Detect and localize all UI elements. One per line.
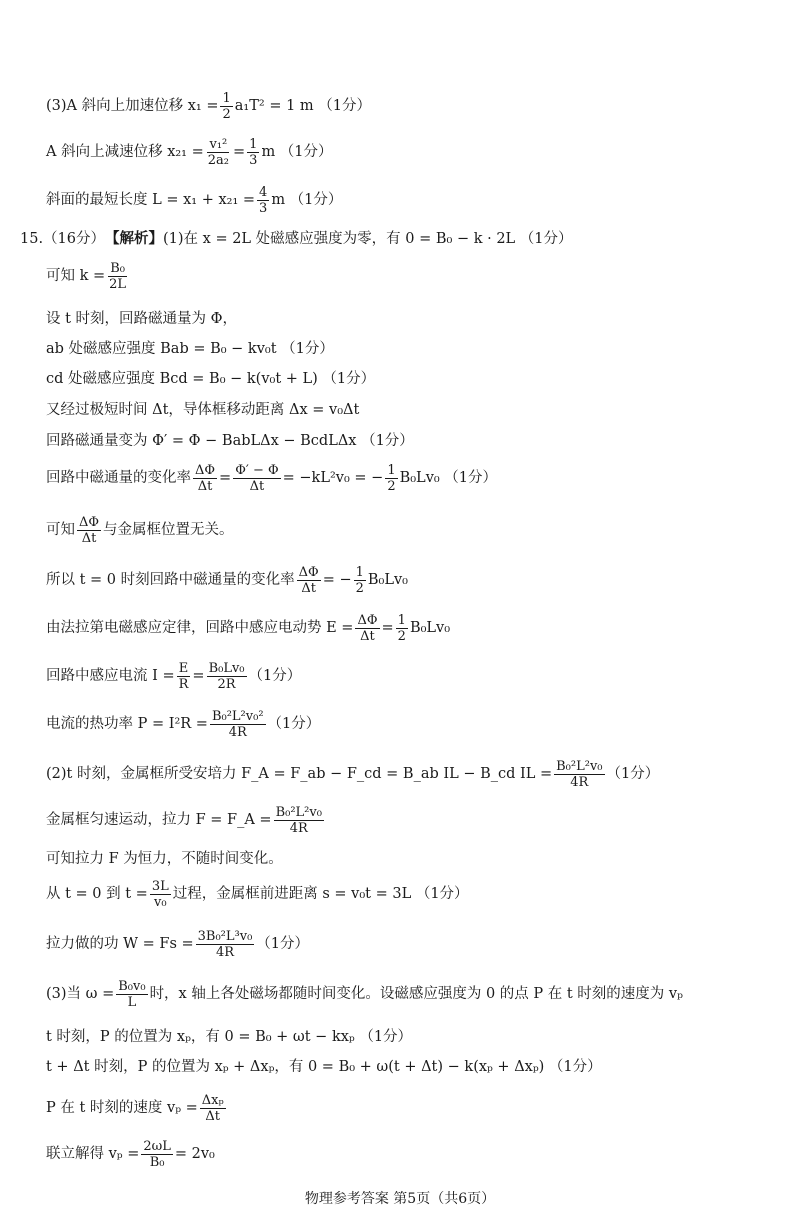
fraction-numerator: B₀²L²v₀² xyxy=(211,709,264,724)
fraction-denominator: 2a₂ xyxy=(207,153,229,168)
fraction xyxy=(116,980,147,1009)
text-segment: （1分） xyxy=(606,766,660,783)
fraction-denominator: 3 xyxy=(249,153,258,168)
line-pull-force xyxy=(46,806,326,835)
fraction-denominator: 2L xyxy=(109,277,127,292)
text-segment: P 在 t 时刻的速度 vₚ = xyxy=(46,1100,198,1117)
text-segment: 从 t = 0 到 t = xyxy=(46,886,148,903)
text-segment: (1)在 x = 2L 处磁感应强度为零，有 0 = B₀ − k · 2L （1分） xyxy=(163,231,573,247)
fraction-numerator: E xyxy=(178,661,189,676)
fraction-numerator: 4 xyxy=(259,185,268,200)
text-segment: 又经过极短时间 Δt，导体框移动距离 Δx = v₀Δt xyxy=(46,402,360,418)
text-segment: 回路磁通量变为 Φ′ = Φ − BabLΔx − BcdLΔx （1分） xyxy=(46,433,414,449)
line-a-accel-displacement xyxy=(46,92,371,121)
line-flux-rate xyxy=(46,464,497,493)
fraction-denominator: Δt xyxy=(249,479,265,494)
line-work xyxy=(46,930,309,959)
text-segment: t + Δt 时刻，P 的位置为 xₚ + Δxₚ，有 0 = B₀ + ω(t + Δt) − k(xₚ + Δxₚ) （1分） xyxy=(46,1059,602,1075)
fraction-denominator: Δt xyxy=(360,629,375,644)
fraction-denominator: Δt xyxy=(197,479,213,494)
line-rate-independent xyxy=(46,516,234,545)
fraction xyxy=(554,760,604,789)
text-segment: 可知拉力 F 为恒力，不随时间变化。 xyxy=(46,851,283,867)
fraction xyxy=(385,464,397,493)
fraction xyxy=(206,138,231,167)
text-segment: = xyxy=(233,144,246,161)
fraction xyxy=(220,92,232,121)
fraction-numerator: Δxₚ xyxy=(201,1093,224,1108)
line-bcd xyxy=(46,372,375,387)
fraction-numerator: ΔΦ xyxy=(79,515,100,530)
text-segment: 过程，金属框前进距离 s = v₀t = 3L （1分） xyxy=(172,886,469,903)
text-segment: 金属框匀速运动，拉力 F = F_A = xyxy=(46,812,272,829)
fraction-numerator: 2ωL xyxy=(143,1139,171,1154)
line-current xyxy=(46,662,301,691)
line-q15-header xyxy=(20,232,573,247)
line-ampere-force xyxy=(46,760,659,789)
line-delta-x xyxy=(46,403,359,418)
text-segment: 与金属框位置无关。 xyxy=(103,522,234,539)
text-segment: (2)t 时刻，金属框所受安培力 F_A = F_ab − F_cd = B_ab IL − B_cd IL = xyxy=(46,766,553,783)
text-segment: = −kL²v₀ = − xyxy=(282,470,384,487)
text-segment: ab 处磁感应强度 Bab = B₀ − kv₀t （1分） xyxy=(46,341,334,357)
fraction-denominator: 3 xyxy=(259,201,268,216)
text-segment: a₁T² = 1 m （1分） xyxy=(234,98,371,115)
fraction-numerator: B₀²L²v₀ xyxy=(275,805,322,820)
text-segment: 回路中磁通量的变化率 xyxy=(46,470,191,487)
text-segment: A 斜向上减速位移 x₂₁ = xyxy=(46,144,204,161)
line-constant-force xyxy=(46,852,283,867)
text-segment: = xyxy=(192,668,205,685)
fraction-denominator: 2 xyxy=(397,629,406,644)
fraction-denominator: B₀ xyxy=(149,1155,165,1170)
fraction xyxy=(141,1140,173,1169)
text-segment: B₀Lv₀ xyxy=(367,572,408,589)
line-flux-new xyxy=(46,434,414,449)
fraction-denominator: 2 xyxy=(387,479,396,494)
fraction-numerator: 1 xyxy=(387,463,396,478)
fraction xyxy=(107,262,128,291)
fraction-denominator: 4R xyxy=(289,821,308,836)
fraction-denominator: 2 xyxy=(222,107,231,122)
fraction-numerator: v₁² xyxy=(209,137,228,152)
fraction xyxy=(210,710,266,739)
text-segment: 设 t 时刻，回路磁通量为 Φ， xyxy=(46,311,238,327)
text-segment: = − xyxy=(322,572,352,589)
fraction-denominator: Δt xyxy=(81,531,97,546)
text-segment: 拉力做的功 W = Fs = xyxy=(46,936,194,953)
line-p-position-t-dt xyxy=(46,1060,602,1075)
fraction-numerator: Φ′ − Φ xyxy=(235,463,279,478)
text-segment: 可知 xyxy=(46,522,75,539)
fraction xyxy=(257,186,269,215)
text-segment: （1分） xyxy=(256,936,310,953)
fraction xyxy=(274,806,324,835)
fraction-numerator: B₀Lv₀ xyxy=(208,661,245,676)
fraction-numerator: 1 xyxy=(222,91,231,106)
text-segment: 电流的热功率 P = I²R = xyxy=(46,716,208,733)
text-segment: B₀Lv₀ （1分） xyxy=(399,470,498,487)
page-footer: 物理参考答案 第5页（共6页） xyxy=(304,1191,496,1207)
fraction-denominator: Δt xyxy=(205,1109,221,1124)
fraction-numerator: B₀v₀ xyxy=(118,979,146,994)
line-bab xyxy=(46,342,334,357)
text-segment: 回路中感应电流 I = xyxy=(46,668,175,685)
fraction xyxy=(207,662,247,691)
fraction xyxy=(247,138,259,167)
fraction-numerator: 1 xyxy=(397,613,406,628)
text-segment: （1分） xyxy=(267,716,321,733)
fraction xyxy=(233,464,280,493)
fraction-denominator: 4R xyxy=(570,775,589,790)
text-segment: t 时刻，P 的位置为 xₚ，有 0 = B₀ + ωt − kxₚ （1分） xyxy=(46,1029,413,1045)
fraction-numerator: ΔΦ xyxy=(298,565,319,580)
line-solution xyxy=(46,1140,215,1169)
line-heat-power xyxy=(46,710,320,739)
text-segment: （1分） xyxy=(248,668,302,685)
fraction-numerator: 1 xyxy=(249,137,258,152)
line-part3-intro xyxy=(46,980,683,1009)
fraction-denominator: 2 xyxy=(355,581,364,596)
line-min-slope-length xyxy=(46,186,342,215)
line-flux-def xyxy=(46,312,237,327)
fraction xyxy=(77,516,101,545)
text-segment: (3)A 斜向上加速位移 x₁ = xyxy=(46,98,219,115)
text-segment: 时，x 轴上各处磁场都随时间变化。设磁感应强度为 0 的点 P 在 t 时刻的速度为 vₚ xyxy=(149,986,683,1003)
text-segment: cd 处磁感应强度 Bcd = B₀ − k(v₀t + L) （1分） xyxy=(46,371,376,387)
fraction xyxy=(193,464,217,493)
fraction-numerator: 1 xyxy=(355,565,364,580)
fraction-denominator: 2R xyxy=(217,677,236,692)
fraction xyxy=(200,1094,226,1123)
text-segment: 由法拉第电磁感应定律，回路中感应电动势 E = xyxy=(46,620,354,637)
text-segment: = xyxy=(381,620,394,637)
text-segment: m （1分） xyxy=(261,144,333,161)
fraction-numerator: B₀²L²v₀ xyxy=(556,759,603,774)
text-segment: B₀Lv₀ xyxy=(409,620,451,637)
fraction-denominator: L xyxy=(127,995,137,1010)
line-rate-t0 xyxy=(46,566,408,595)
fraction xyxy=(150,880,171,909)
fraction-numerator: 3L xyxy=(151,879,169,894)
fraction-denominator: v₀ xyxy=(154,895,167,910)
fraction-numerator: B₀ xyxy=(110,261,125,276)
text-segment: 所以 t = 0 时刻回路中磁通量的变化率 xyxy=(46,572,295,589)
text-segment: 斜面的最短长度 L = x₁ + x₂₁ = xyxy=(46,192,256,209)
fraction xyxy=(355,614,379,643)
line-p-position-t xyxy=(46,1030,412,1045)
fraction xyxy=(354,566,366,595)
line-emf xyxy=(46,614,450,643)
fraction-numerator: 3B₀²L³v₀ xyxy=(197,929,253,944)
text-segment: m （1分） xyxy=(271,192,343,209)
line-distance xyxy=(46,880,469,909)
line-p-velocity xyxy=(46,1094,228,1123)
text-segment: = xyxy=(219,470,232,487)
fraction-numerator: ΔΦ xyxy=(357,613,378,628)
text-segment: (3)当 ω = xyxy=(46,986,115,1003)
question-number: 15.（16分） xyxy=(20,231,106,247)
fraction-denominator: 4R xyxy=(215,945,234,960)
analysis-label: 【解析】 xyxy=(105,230,164,247)
fraction-denominator: 4R xyxy=(228,725,247,740)
text-segment: = 2v₀ xyxy=(174,1146,215,1163)
fraction xyxy=(177,662,191,691)
line-a-decel-displacement xyxy=(46,138,333,167)
line-k-value xyxy=(46,262,130,291)
fraction-denominator: R xyxy=(178,677,189,692)
fraction xyxy=(396,614,408,643)
text-segment: 联立解得 vₚ = xyxy=(46,1146,140,1163)
fraction-numerator: ΔΦ xyxy=(195,463,216,478)
text-segment: 可知 k = xyxy=(46,268,106,285)
fraction xyxy=(297,566,321,595)
fraction-denominator: Δt xyxy=(301,581,316,596)
fraction xyxy=(196,930,255,959)
